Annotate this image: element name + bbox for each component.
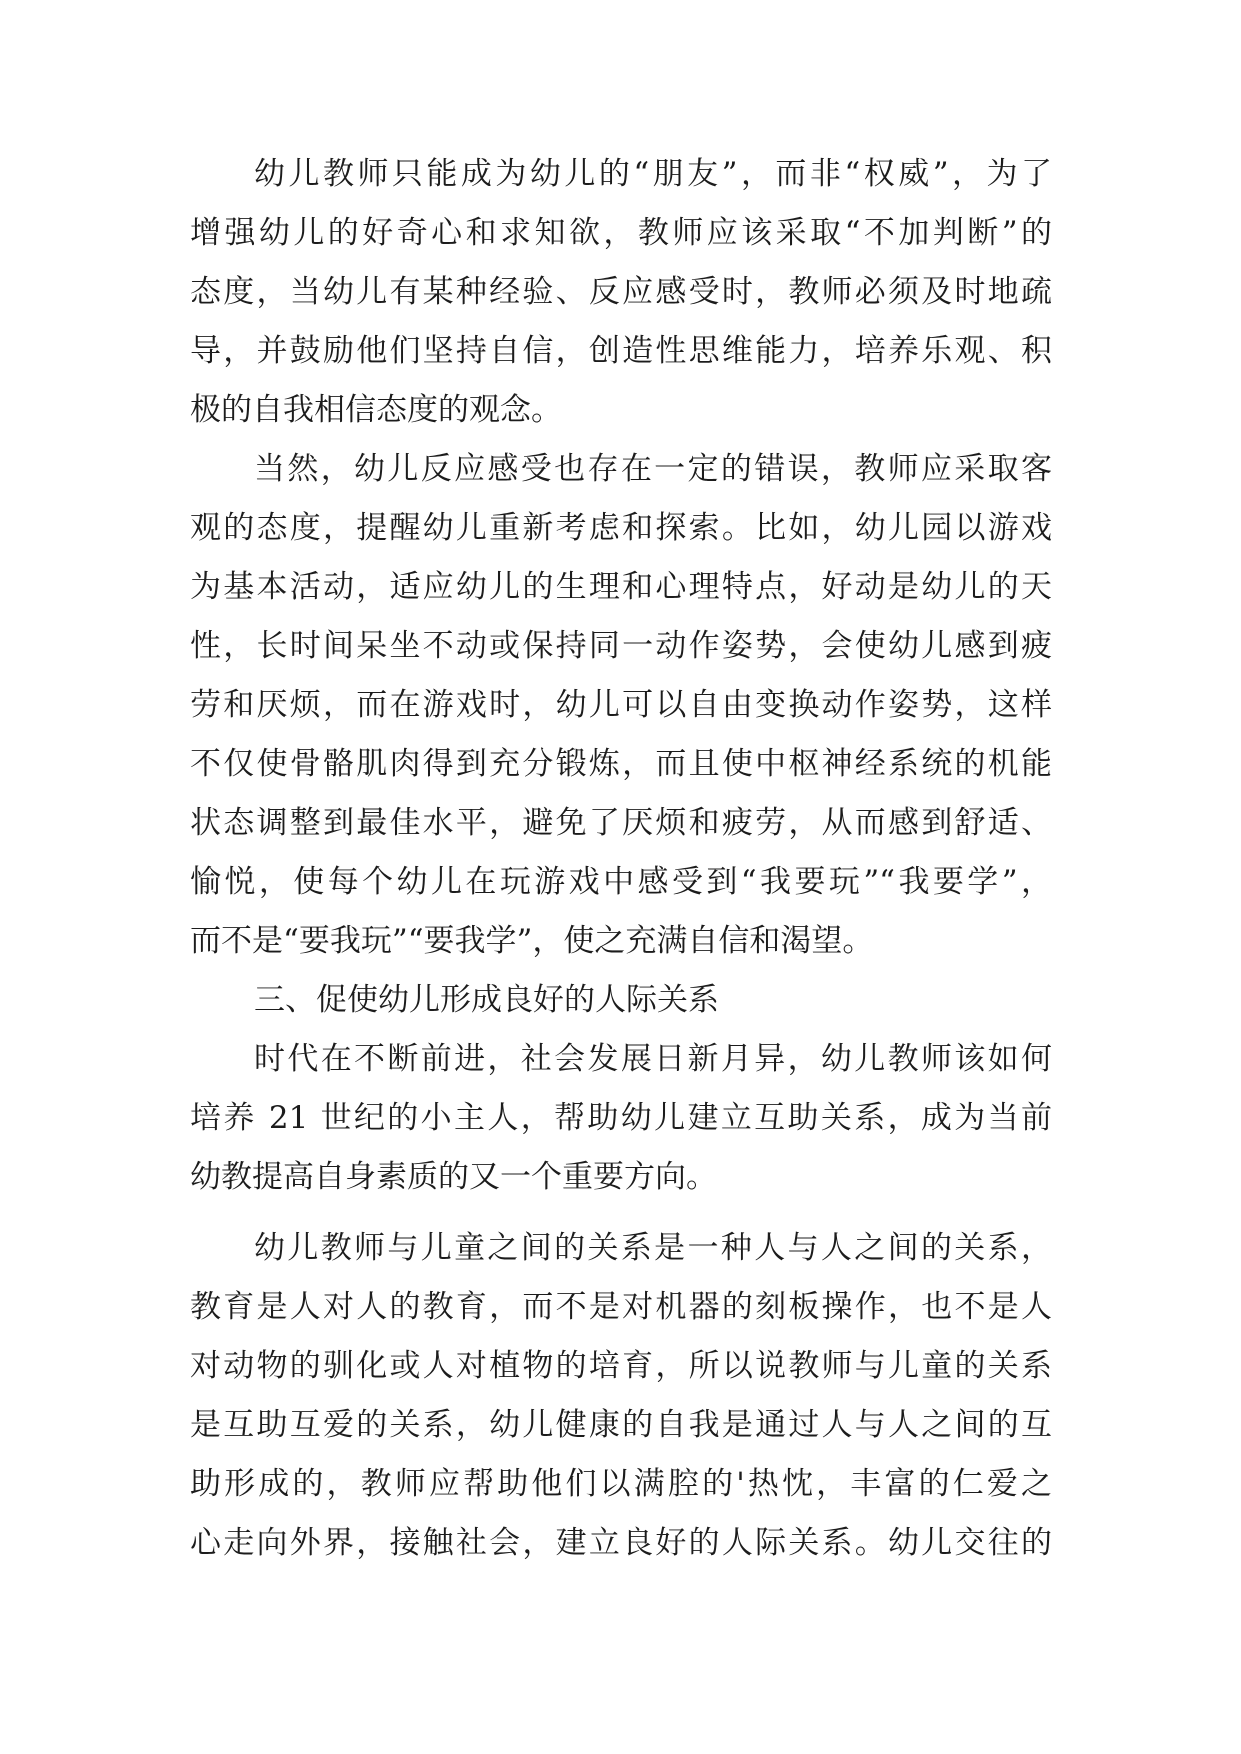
paragraph-line: 愉悦，使每个幼儿在玩游戏中感受到“我要玩”“我要学”， bbox=[190, 864, 1052, 900]
paragraph-line: 劳和厌烦，而在游戏时，幼儿可以自由变换动作姿势，这样 bbox=[190, 687, 1052, 723]
paragraph-line: 态度，当幼儿有某种经验、反应感受时，教师必须及时地疏 bbox=[190, 274, 1052, 310]
paragraph-line: 幼儿教师与儿童之间的关系是一种人与人之间的关系， bbox=[254, 1230, 1052, 1266]
paragraph-gap bbox=[190, 1207, 1052, 1219]
paragraph-line: 观的态度，提醒幼儿重新考虑和探索。比如，幼儿园以游戏 bbox=[190, 510, 1052, 546]
section-heading: 三、促使幼儿形成良好的人际关系 bbox=[254, 982, 719, 1018]
paragraph-line: 对动物的驯化或人对植物的培育，所以说教师与儿童的关系 bbox=[190, 1348, 1052, 1384]
paragraph-line: 幼教提高自身素质的又一个重要方向。 bbox=[190, 1159, 717, 1195]
paragraph-line: 不仅使骨骼肌肉得到充分锻炼，而且使中枢神经系统的机能 bbox=[190, 746, 1052, 782]
paragraph-line: 当然，幼儿反应感受也存在一定的错误，教师应采取客 bbox=[254, 451, 1052, 487]
paragraph-line: 助形成的，教师应帮助他们以满腔的'热忱，丰富的仁爱之 bbox=[190, 1466, 1052, 1502]
paragraph-line: 是互助互爱的关系，幼儿健康的自我是通过人与人之间的互 bbox=[190, 1407, 1052, 1443]
paragraph-line: 性，长时间呆坐不动或保持同一动作姿势，会使幼儿感到疲 bbox=[190, 628, 1052, 664]
paragraph-line: 时代在不断前进，社会发展日新月异，幼儿教师该如何 bbox=[254, 1041, 1052, 1077]
paragraph-line: 而不是“要我玩”“要我学”，使之充满自信和渴望。 bbox=[190, 923, 874, 959]
paragraph-line: 状态调整到最佳水平，避免了厌烦和疲劳，从而感到舒适、 bbox=[190, 805, 1052, 841]
paragraph-line: 培养 21 世纪的小主人，帮助幼儿建立互助关系，成为当前 bbox=[190, 1100, 1052, 1136]
paragraph-line: 极的自我相信态度的观念。 bbox=[190, 392, 562, 428]
paragraph-line: 为基本活动，适应幼儿的生理和心理特点，好动是幼儿的天 bbox=[190, 569, 1052, 605]
paragraph-line: 增强幼儿的好奇心和求知欲，教师应该采取“不加判断”的 bbox=[190, 215, 1052, 251]
paragraph-line: 心走向外界，接触社会，建立良好的人际关系。幼儿交往的 bbox=[190, 1525, 1052, 1561]
document-body bbox=[190, 145, 1052, 1573]
paragraph-line: 导，并鼓励他们坚持自信，创造性思维能力，培养乐观、积 bbox=[190, 333, 1052, 369]
paragraph-line: 幼儿教师只能成为幼儿的“朋友”，而非“权威”，为了 bbox=[254, 156, 1052, 192]
paragraph-line: 教育是人对人的教育，而不是对机器的刻板操作，也不是人 bbox=[190, 1289, 1052, 1325]
